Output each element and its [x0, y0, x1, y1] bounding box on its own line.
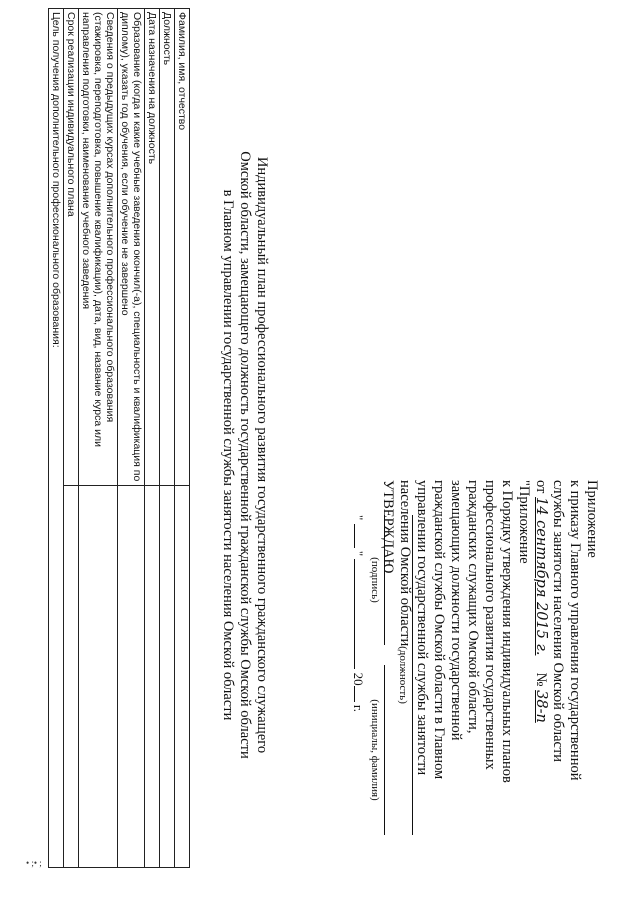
quoted-appendix-title: "Приложение	[516, 480, 532, 564]
order-line-5: гражданской службы Омской области в Главном	[431, 480, 447, 780]
row-value-education[interactable]	[118, 486, 145, 868]
row-value-position[interactable]	[160, 486, 175, 868]
approval-block	[352, 515, 425, 845]
signature-line	[384, 515, 385, 645]
order-line-6: управлении государственной службы занятости	[414, 480, 430, 776]
row-goal: Цель получения дополнительного профессионального образования:	[49, 9, 64, 868]
table-row	[175, 9, 190, 868]
order-line-2: профессионального развития государственных	[482, 480, 498, 770]
table-row	[145, 9, 160, 868]
position-row	[397, 515, 425, 845]
title-line-2: Омской области, замещающего должность государственной гражданской службы Омской области	[237, 151, 253, 759]
year-suffix: г.	[351, 704, 366, 712]
appendix-line-1: к приказу Главного управления государственной	[567, 480, 583, 781]
title-line-1: Индивидуальный план профессионального развития государственного гражданского служащего	[254, 156, 270, 754]
signature-caption: (подпись)	[369, 557, 381, 603]
row-value-full-name[interactable]	[175, 486, 190, 868]
day-blank	[354, 524, 369, 548]
appendix-title: Приложение	[584, 480, 600, 558]
table-row	[160, 9, 175, 868]
order-line-7: населения Омской области	[397, 480, 413, 647]
row-label-previous-courses: Сведения о предыдущих курсах дополнительного профессионального образования (стажировка, переподготовка, повышение квалификации), дата, вид, название курса или направления подготовки, наименование учебного заведения	[79, 9, 118, 486]
row-label-position: Должность	[160, 9, 175, 486]
month-blank	[354, 559, 369, 669]
row-value-previous-courses[interactable]	[79, 486, 118, 868]
table-row	[49, 9, 64, 868]
table-row	[79, 9, 118, 868]
approve-heading: УТВЕРЖДАЮ	[380, 480, 396, 574]
date-open-quote: "	[351, 515, 366, 521]
title-line-3: в Главном управлении государственной службы занятости населения Омской области	[220, 189, 236, 721]
plan-table	[48, 8, 190, 868]
table-row	[118, 9, 145, 868]
number-prefix: №	[533, 672, 549, 687]
row-label-full-name: Фамилия, имя, отчество	[175, 9, 190, 486]
name-line	[384, 665, 385, 835]
name-caption: (инициалы, фамилия)	[369, 699, 381, 801]
appendix-date-line	[532, 480, 549, 810]
handwritten-date: 14 сентября 2015 г.	[533, 497, 549, 656]
appendix-line-2: службы занятости населения Омской области	[550, 480, 566, 763]
year-blank	[354, 686, 369, 702]
row-value-appointment-date[interactable]	[145, 486, 160, 868]
signature-row	[369, 515, 397, 845]
row-label-appointment-date: Дата назначения на должность	[145, 9, 160, 486]
approval-date-row	[352, 515, 369, 845]
date-prefix: от	[533, 480, 549, 494]
handwritten-number: 38-п	[533, 690, 549, 723]
row-label-education: Образование (когда и какие учебные заведения окончил(-а), специальность и квалификация по диплому), указать год обучения, если обучение не завершено	[118, 9, 145, 486]
plan-title	[219, 60, 270, 850]
row-value-plan-term[interactable]	[64, 486, 79, 868]
year-prefix: 20	[351, 672, 366, 686]
scan-marks: • ;• ;	[26, 858, 42, 868]
row-label-plan-term: Срок реализации индивидуального плана	[64, 9, 79, 486]
date-close-quote: "	[351, 550, 366, 557]
order-line-4: замещающих должности государственной	[448, 480, 464, 741]
order-line-3: гражданских служащих Омской области,	[465, 480, 481, 734]
table-row	[64, 9, 79, 868]
position-caption: (должность)	[397, 646, 409, 704]
position-line	[412, 515, 413, 835]
order-line-1: к Порядку утверждения индивидуальных планов	[499, 480, 515, 783]
